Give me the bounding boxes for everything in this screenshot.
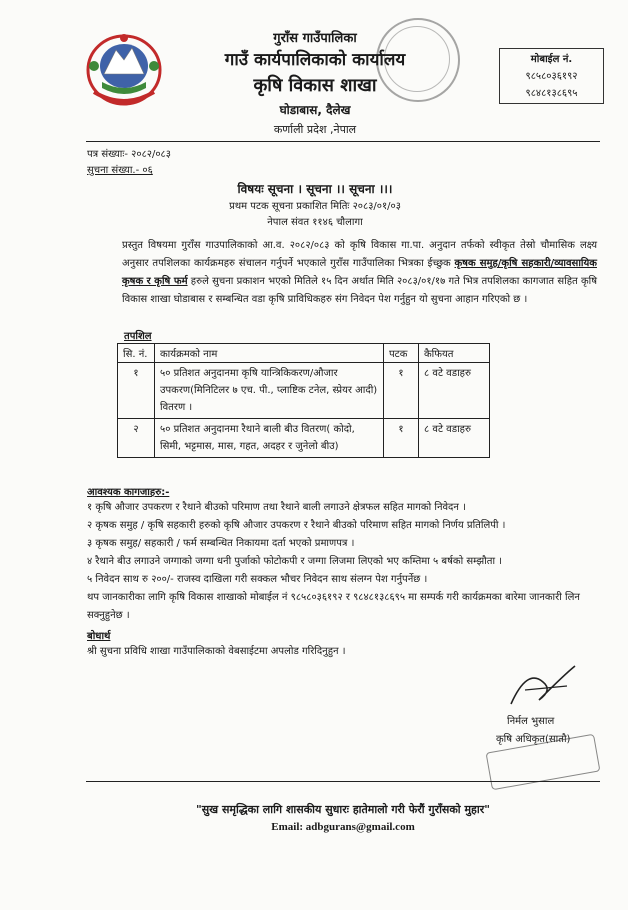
header-branch: कृषि विकास शाखा — [253, 75, 377, 96]
footer-email: Email: adbgurans@gmail.com — [271, 821, 415, 833]
subject-title: विषयः सूचना । सूचना ।। सूचना ।।। — [237, 182, 393, 196]
header-province: कर्णाली प्रदेश ,नेपाल — [273, 123, 357, 136]
col-sn: सि. नं. — [118, 344, 155, 363]
footer-divider — [86, 781, 600, 782]
documents-list — [87, 499, 602, 625]
cell-program-name: ५० प्रतिशत अनुदानमा कृषि यान्त्रिकिकरण/औजार उपकरण(मिनिटिलर ७ एच. पी., प्लाष्टिक टनेल, स्प्रेयर आदी) वितरण । — [155, 363, 384, 419]
bodhartha-text: श्री सुचना प्रविधि शाखा गाउँपालिकाको वेबसाईटमा अपलोड गरिदिनुहुन । — [87, 646, 346, 657]
cell-sn: २ — [118, 419, 155, 458]
paragraph-eligible-applicants: कृषक समुह/कृषि सहकारी/व्यावसायिक कृषक र कृषि फर्म — [122, 258, 597, 287]
mobile-label: मोबाईल नं. — [530, 54, 573, 65]
table-row — [118, 419, 490, 458]
contact-note: थप जानकारीका लागि कृषि विकास शाखाको मोबाईल नं ९८५८०३६१९२ र ९८४८१३८६९५ मा सम्पर्क गरी कार्यक्रमका बारेमा जानकारी लिन सक्नुहुनेछ । — [87, 592, 580, 621]
list-item: ३ कृषक समुह/ सहकारी / फर्म सम्बन्धित निकायमा दर्ता भएको प्रमाणपत्र । — [87, 538, 355, 549]
cell-remarks: ८ वटे वडाहरु — [419, 363, 490, 419]
header-location: घोडाबास, दैलेख — [279, 103, 351, 117]
list-item: १ कृषि औजार उपकरण र रैथाने बीउको परिमाण तथा रैथाने बाली लगाउने क्षेत्रफल सहित मागको निवेदन । — [87, 502, 466, 513]
cell-sn: १ — [118, 363, 155, 419]
first-published-date: प्रथम पटक सूचना प्रकाशित मितिः २०८३/०१/०३ — [229, 201, 401, 212]
cell-patak: १ — [384, 363, 419, 419]
list-item: ५ निवेदन साथ रु २००/- राजस्व दाखिला गरी सक्कल भौचर निवेदन साथ संलग्न पेश गर्नुपर्नेछ । — [87, 574, 428, 585]
signatory-title: कृषि अधिकृत(सातौ) — [496, 734, 571, 745]
cell-remarks: ८ वटे वडाहरु — [419, 419, 490, 458]
bodhartha-heading: बोधार्थ — [87, 631, 111, 642]
col-remarks: कैफियत — [419, 344, 490, 363]
handwritten-signature — [505, 660, 585, 710]
notice-number: सुचना संख्या.- ०६ — [87, 165, 153, 176]
paragraph-part-2: हरुले सुचना प्रकाशन भएको मितिले १५ दिन अर्थात मिति २०८३/०१/१७ गते भित्र तपशिलका कागजात सहित कृषि विकास शाखा घोडाबास र सम्बन्धित वडा कृषि प्राविधिकहरु संग निवेदन पेश गर्नुहुन यो सुचना आहान गरिएको छ । — [122, 276, 597, 305]
cell-program-name: ५० प्रतिशत अनुदानमा रैथाने बाली बीउ वितरण( कोदो, सिमी, भट्टमास, मास, गहत, अदहर र जुनेलो बीउ) — [155, 419, 384, 458]
cell-patak: १ — [384, 419, 419, 458]
letter-number: पत्र संख्याः- २०८२/०८३ — [87, 149, 171, 160]
footer-slogan: "सुख समृद्धिका लागि शासकीय सुधारः हातेमालो गरी फेरौं गुराँसको मुहार" — [196, 803, 490, 816]
header-divider — [86, 141, 600, 142]
col-patak: पटक — [384, 344, 419, 363]
table-row — [118, 363, 490, 419]
mobile-box — [499, 48, 604, 104]
table-header-row — [118, 344, 490, 363]
table-label: तपशिल — [124, 331, 152, 342]
program-table — [117, 343, 490, 458]
nepal-sambat-date: नेपाल संवत ११४६ चौलागा — [267, 217, 363, 228]
col-program-name: कार्यक्रमको नाम — [155, 344, 384, 363]
notice-paragraph — [122, 237, 597, 309]
list-item: ४ रैथाने बीउ लगाउने जग्गाको जग्गा धनी पुर्जाको फोटोकपी र जग्गा लिजमा लिएको भए कम्तिमा ५ बर्षको सम्झौता । — [87, 556, 503, 567]
documents-heading: आवश्यक कागजाहरु:- — [87, 487, 170, 498]
signatory-name: निर्मल भुसाल — [507, 716, 555, 727]
list-item: २ कृषक समुह / कृषि सहकारी हरुको कृषि औजार उपकरण र रैथाने बीउको परिमाण सहित मागको निर्णय प्रतिलिपी । — [87, 520, 506, 531]
paragraph-part-1: प्रस्तुत विषयमा गुराँस गाउपालिकाको आ.व. २०८२/०८३ को कृषि विकास गा.पा. अनुदान तर्फको स्वीकृत तेस्रो चौमासिक लक्ष्य अनुसार तपशिलका कार्यक्रमहरु संचालन गर्नुपर्ने भएकाले गुराँस गाउँपालिका भित्रका ईच्छुक — [122, 240, 597, 269]
header-municipality: गुराँस गाउँपालिका — [273, 31, 357, 46]
mobile-number-2: ९८४८१३८६९५ — [525, 88, 578, 99]
mobile-number-1: ९८५८०३६१९२ — [525, 71, 578, 82]
header-office: गाउँ कार्यपालिकाको कार्यालय — [224, 50, 406, 70]
